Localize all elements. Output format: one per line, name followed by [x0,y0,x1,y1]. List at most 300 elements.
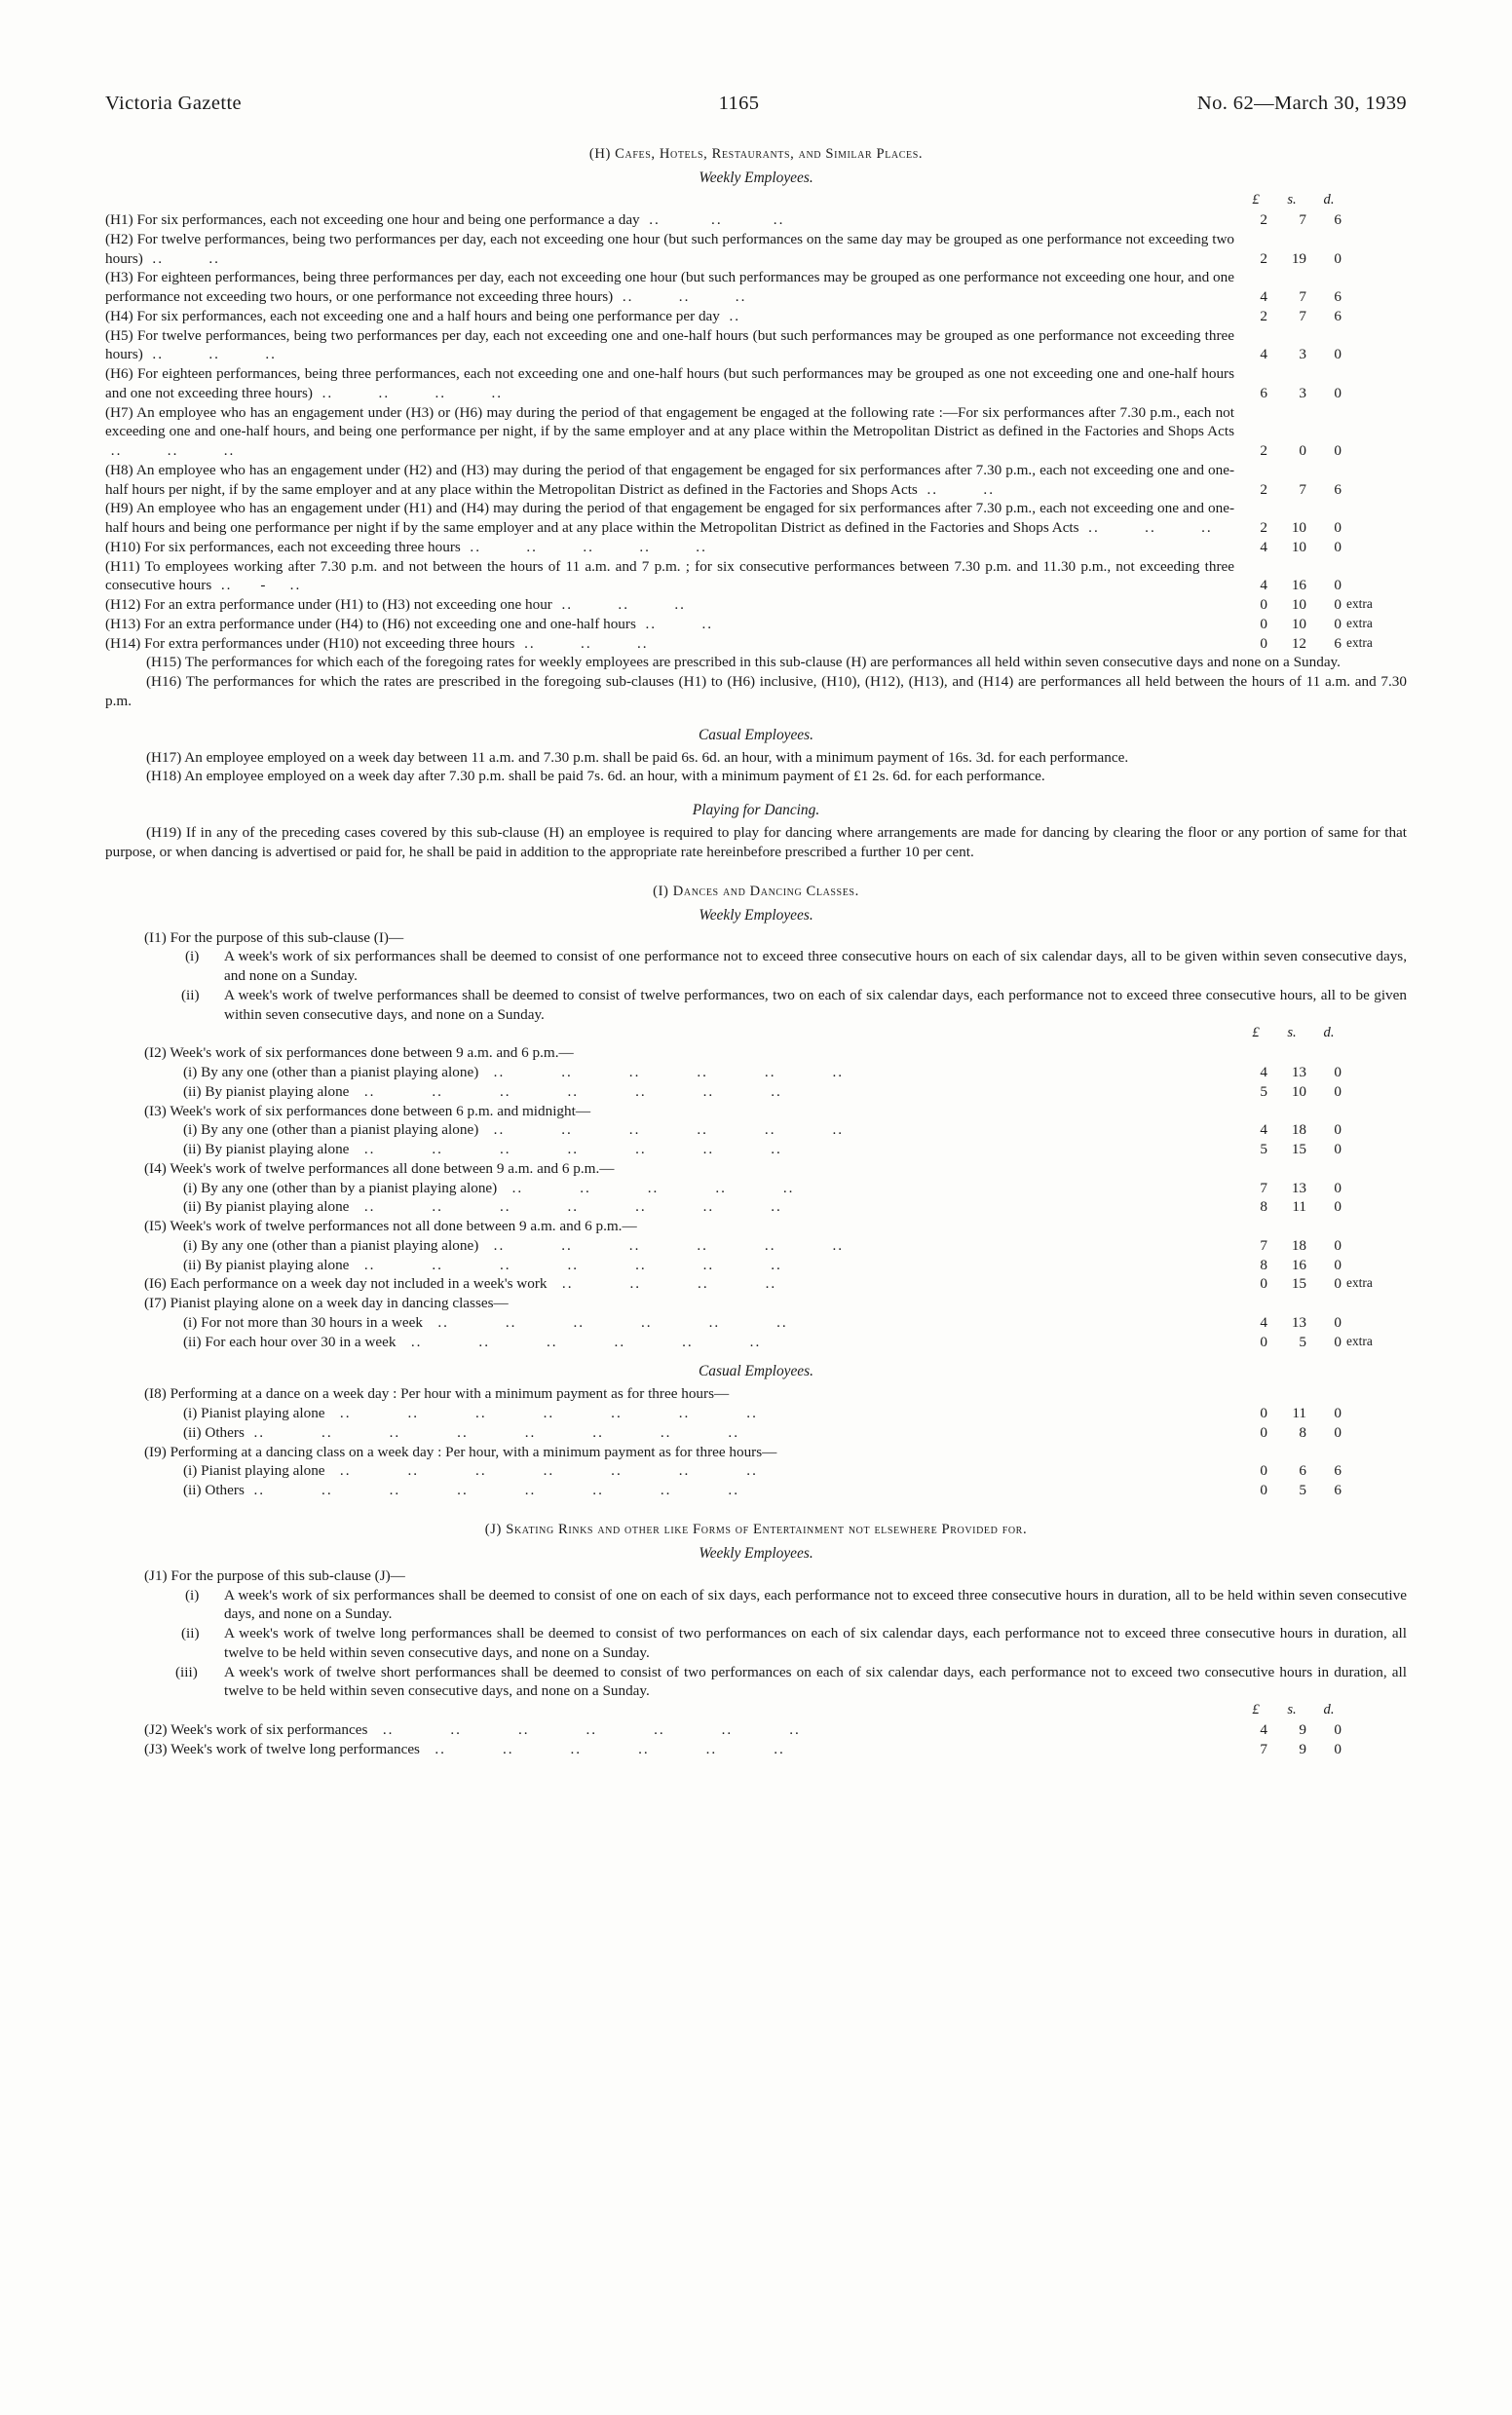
rate-shillings: 7 [1299,211,1306,228]
sub-text: For not more than 30 hours in a week [201,1313,423,1331]
col-pence: d. [1323,1702,1335,1718]
rate-shillings: 10 [1291,615,1306,632]
rate-row: (H8) An employee who has an engagement under (H2) and (H3) may during the period of that engagement be engaged for six performances after 7.30 p.m., each not exceeding one and one-half hours per night, if by the same employer and at any place within the Metropolitan District as defined in the Factories and Shops Acts .. .. 2 7 6 [105,461,1407,500]
col-pence: d. [1323,192,1335,208]
group-text: Week's work of twelve performances all done between 9 a.m. and 6 p.m.— [170,1159,615,1177]
rate-extra [1342,249,1407,269]
rate-extra [1342,1423,1407,1443]
rate-row: (H12) For an extra performance under (H1) to (H3) not exceeding one hour .. .. .. 0 10 0 extra [105,595,1407,615]
rate-ref: (H8) [105,461,133,478]
rate-ref: (I6) [144,1275,167,1293]
rate-pounds: 5 [1260,1141,1267,1158]
rate-extra [1342,1256,1407,1275]
rate-extra [1342,1120,1407,1140]
sub-ref: (i) [183,1236,198,1254]
rate-pounds: 4 [1260,1313,1267,1331]
rate-shillings: 19 [1291,249,1306,267]
rate-row: (J3) Week's work of twelve long performances .. .. .. .. .. .. 7 9 0 [105,1740,1407,1759]
sub-ref: (ii) [183,1482,202,1499]
i1-paragraph [105,928,1407,948]
group-text: Performing at a dance on a week day : Per hour with a minimum payment as for three hours— [170,1385,730,1403]
rate-text: For six performances, each not exceeding three hours [144,538,461,555]
rate-pounds: 4 [1260,577,1267,594]
sub-text: Pianist playing alone [201,1462,325,1480]
group-heading [105,1102,1407,1121]
rate-pence: 0 [1334,1064,1342,1081]
rate-pence: 0 [1334,1275,1342,1293]
rate-shillings: 10 [1291,1082,1306,1100]
rate-extra [1342,1082,1407,1102]
rate-row: (H13) For an extra performance under (H4) to (H6) not exceeding one and one-half hours .. .. 0 10 0 extra [105,615,1407,634]
rate-pence: 0 [1334,249,1342,267]
rate-pounds: 7 [1260,1740,1267,1757]
rate-row: (H6) For eighteen performances, being three performances, each not exceeding one and one-half hours (but such performances may be grouped as one not exceeding one and one-half hours and one not exceeding three hours) .. .. .. .. 6 3 0 [105,364,1407,403]
rate-pence: 0 [1334,384,1342,401]
rate-shillings: 15 [1291,1141,1306,1158]
rate-pounds: 0 [1260,1462,1267,1480]
rate-pence: 0 [1334,1179,1342,1196]
rate-shillings: 3 [1299,384,1306,401]
i1-sub-item [105,986,1407,1025]
rate-pounds: 4 [1260,1121,1267,1139]
rate-pounds: 2 [1260,249,1267,267]
group-ref: (I3) [144,1102,167,1119]
rate-text: Week's work of twelve long performances [170,1740,420,1757]
rate-pence: 0 [1334,596,1342,613]
sub-text: Pianist playing alone [201,1405,325,1422]
publication-title: Victoria Gazette [105,93,243,114]
rate-pence: 0 [1334,1256,1342,1273]
rate-row: (i) By any one (other than a pianist playing alone) .. .. .. .. .. .. 7 18 0 [105,1236,1407,1256]
rate-row: (H3) For eighteen performances, being three performances per day, each not exceeding one hour (but such performances may be grouped as one performance not exceeding one hour, and one performance not exceeding two hours, or one performance not exceeding three hours) .. .. .. 4 7 6 [105,268,1407,307]
rate-extra [1342,1404,1407,1423]
rate-ref: (H10) [105,538,141,555]
sub-text: Others [205,1482,245,1499]
rate-pounds: 4 [1260,288,1267,305]
col-pounds: £ [1252,192,1260,208]
dancing-paragraph [105,823,1407,862]
rate-text: For an extra performance under (H1) to (H3) not exceeding one hour [144,596,552,613]
rate-row: (H1) For six performances, each not exceeding one hour and being one performance a day .. .. .. 2 7 6 [105,210,1407,230]
j1-sub-item [105,1624,1407,1663]
rate-ref: (H11) [105,557,140,575]
casual-ref: (H18) [146,768,182,785]
rate-pounds: 0 [1260,1333,1267,1350]
rate-extra [1342,1197,1407,1217]
rate-extra: extra [1346,615,1373,630]
rate-text: For twelve performances, being two performances per day, each not exceeding one hour (but such performances on the same day may be grouped as one performance not exceeding two hours) [105,230,1235,267]
sub-ref: (i) [183,1405,198,1422]
clause-ref: (I1) [144,928,167,946]
rate-shillings: 10 [1291,538,1306,555]
rate-extra [1342,576,1407,595]
group-ref: (I7) [144,1295,167,1312]
rate-pence: 6 [1334,1482,1342,1499]
rate-pence: 0 [1334,615,1342,632]
rate-pounds: 0 [1260,1423,1267,1441]
rate-shillings: 13 [1291,1313,1306,1331]
sub-text: By pianist playing alone [205,1256,350,1273]
dancing-ref: (H19) [146,824,182,842]
sub-ref: (iii) [175,1663,198,1680]
rate-extra: extra [1346,596,1373,611]
rate-extra [1342,384,1407,403]
page-header [105,93,1407,115]
rate-shillings: 15 [1291,1275,1306,1293]
clause-text: For the purpose of this sub-clause (J)— [170,1566,405,1584]
section-h-dancing-heading: Playing for Dancing. [692,802,820,819]
rate-pounds: 6 [1260,384,1267,401]
rate-shillings: 6 [1299,1462,1306,1480]
group-text: Pianist playing alone on a week day in dancing classes— [170,1295,509,1312]
rate-extra [1342,1461,1407,1481]
sub-ref: (ii) [183,1198,202,1216]
rate-shillings: 18 [1291,1121,1306,1139]
rate-ref: (H1) [105,211,133,228]
section-i-casual-heading: Casual Employees. [699,1363,813,1380]
rate-pounds: 0 [1260,1275,1267,1293]
col-shillings: s. [1287,192,1297,208]
rate-pence: 6 [1334,307,1342,324]
clause-text: For the purpose of this sub-clause (I)— [170,928,404,946]
sub-text: By any one (other than a pianist playing alone) [201,1236,479,1254]
rate-pounds: 0 [1260,596,1267,613]
rate-extra: extra [1346,1333,1373,1348]
rate-pence: 0 [1334,1721,1342,1739]
rate-ref: (H14) [105,634,141,652]
note-text: The performances for which each of the foregoing rates for weekly employees are prescribed in this sub-clause (H) are performances all held within seven consecutive days and none on a Sunday. [184,654,1341,671]
rate-pounds: 8 [1260,1256,1267,1273]
rate-shillings: 0 [1299,442,1306,459]
rate-text: For an extra performance under (H4) to (H6) not exceeding one and one-half hours [144,615,636,632]
sub-text: By any one (other than a pianist playing alone) [201,1121,479,1139]
rate-row: (ii) By pianist playing alone .. .. .. .. .. .. .. 5 15 0 [105,1140,1407,1159]
sub-text: By any one (other than by a pianist playing alone) [201,1179,498,1196]
rate-text: An employee who has an engagement under (H1) and (H4) may during the period of that engagement be engaged for six performances after 7.30 p.m., each not exceeding one and one-half hours and being one performance per night if by the same employer and at any place within the Metropolitan District as defined in the Factories and Shops Acts [105,500,1235,536]
rate-pence: 6 [1334,634,1342,652]
group-text: Week's work of twelve performances not all done between 9 a.m. and 6 p.m.— [170,1218,637,1235]
group-ref: (I9) [144,1443,167,1460]
casual-paragraph [105,767,1407,786]
group-text: Week's work of six performances done between 6 p.m. and midnight— [170,1102,591,1119]
sub-ref: (i) [183,1064,198,1081]
rate-pence: 0 [1334,1198,1342,1216]
rate-pounds: 0 [1260,1482,1267,1499]
rate-pounds: 2 [1260,442,1267,459]
rate-text: For extra performances under (H10) not exceeding three hours [144,634,515,652]
group-text: Performing at a dancing class on a week day : Per hour, with a minimum payment as for three hours— [170,1443,777,1460]
rate-row: (H14) For extra performances under (H10) not exceeding three hours .. .. .. 0 12 6 extra [105,634,1407,654]
sub-text: By pianist playing alone [205,1141,350,1158]
rate-pounds: 5 [1260,1082,1267,1100]
sub-text: For each hour over 30 in a week [205,1333,397,1350]
rate-extra [1342,1481,1407,1500]
rate-row: (H9) An employee who has an engagement under (H1) and (H4) may during the period of that engagement be engaged for six performances after 7.30 p.m., each not exceeding one and one-half hours and being one performance per night if by the same employer and at any place within the Metropolitan District as defined in the Factories and Shops Acts .. .. .. 2 10 0 [105,499,1407,538]
rate-ref: (H4) [105,307,133,324]
rate-pence: 0 [1334,1423,1342,1441]
rate-extra [1342,1179,1407,1198]
sub-ref: (ii) [183,1082,202,1100]
group-heading [105,1443,1407,1462]
j1-sub-item [105,1663,1407,1702]
document-body [105,144,1407,1759]
note-ref: (H16) [146,673,182,690]
rate-shillings: 18 [1291,1236,1306,1254]
sub-ref: (i) [185,948,200,965]
rate-text: For six performances, each not exceeding one hour and being one performance a day [136,211,640,228]
rate-pounds: 4 [1260,538,1267,555]
rate-row: (ii) Others .. .. .. .. .. .. .. .. 0 8 0 [105,1423,1407,1443]
note-paragraph [105,672,1407,711]
rate-pence: 0 [1334,1740,1342,1757]
rate-row: (ii) By pianist playing alone .. .. .. .. .. .. .. 8 11 0 [105,1197,1407,1217]
rate-row: (J2) Week's work of six performances .. .. .. .. .. .. .. 4 9 0 [105,1720,1407,1740]
rate-pounds: 8 [1260,1198,1267,1216]
rate-row: (H10) For six performances, each not exceeding three hours .. .. .. .. .. 4 10 0 [105,538,1407,557]
rate-shillings: 12 [1291,634,1306,652]
sub-ref: (i) [183,1462,198,1480]
col-pounds: £ [1252,1702,1260,1718]
rate-extra [1342,538,1407,557]
rate-pounds: 2 [1260,480,1267,498]
money-column-header-h [105,191,1407,209]
rate-pounds: 0 [1260,1405,1267,1422]
rate-extra [1342,307,1407,326]
rate-shillings: 13 [1291,1064,1306,1081]
rate-row: (I6) Each performance on a week day not included in a week's work .. .. .. .. 0 15 0 extra [105,1274,1407,1294]
note-ref: (H15) [146,654,182,671]
group-ref: (I2) [144,1044,167,1062]
rate-extra [1342,1313,1407,1333]
rate-extra [1342,1236,1407,1256]
col-pence: d. [1323,1025,1335,1041]
col-shillings: s. [1287,1702,1297,1718]
rate-shillings: 3 [1299,346,1306,363]
rate-row: (i) By any one (other than a pianist playing alone) .. .. .. .. .. .. 4 18 0 [105,1120,1407,1140]
rate-shillings: 9 [1299,1740,1306,1757]
rate-row: (i) Pianist playing alone .. .. .. .. .. .. .. 0 6 6 [105,1461,1407,1481]
rate-shillings: 5 [1299,1333,1306,1350]
rate-shillings: 16 [1291,1256,1306,1273]
casual-ref: (H17) [146,748,182,766]
rate-ref: (H9) [105,500,133,517]
casual-text: An employee employed on a week day between 11 a.m. and 7.30 p.m. shall be paid 6s. 6d. an hour, with a minimum payment of 16s. 3d. for each performance. [184,748,1129,766]
rate-shillings: 11 [1292,1405,1306,1422]
rate-extra: extra [1346,1275,1373,1291]
note-paragraph [105,653,1407,672]
sub-text: Others [205,1423,245,1441]
clause-ref: (J1) [144,1566,168,1584]
rate-extra [1342,345,1407,364]
rate-shillings: 10 [1291,519,1306,536]
group-heading [105,1294,1407,1313]
rate-ref: (H2) [105,230,133,247]
section-j-heading: (J) Skating Rinks and other like Forms of Entertainment not elsewhere Provided for. [484,1521,1028,1537]
rate-pounds: 0 [1260,615,1267,632]
j1-sub-item [105,1586,1407,1625]
rate-pence: 0 [1334,538,1342,555]
rate-pence: 0 [1334,346,1342,363]
rate-row: (H11) To employees working after 7.30 p.m. and not between the hours of 11 a.m. and 7 p.m. ; for six consecutive performances between 7.30 p.m. and 11.30 p.m., not exceeding three consecutive hours .. - .. 4 16 0 [105,557,1407,596]
rate-ref: (J2) [144,1721,168,1739]
money-column-header-i [105,1024,1407,1042]
sub-text: A week's work of twelve performances shall be deemed to consist of twelve performances, two on each of six calendar days, each performance not to exceed three consecutive hours, all to be given within seven consecutive days, and none on a Sunday. [224,986,1407,1023]
rate-row: (ii) Others .. .. .. .. .. .. .. .. 0 5 6 [105,1481,1407,1500]
rate-pounds: 7 [1260,1179,1267,1196]
sub-ref: (ii) [183,1141,202,1158]
i1-sub-item [105,947,1407,986]
rate-extra [1342,1720,1407,1740]
rate-row: (H5) For twelve performances, being two performances per day, each not exceeding one and one-half hours (but such performances may be grouped as one performance not exceeding three hours) .. .. .. 4 3 0 [105,326,1407,365]
rate-ref: (H5) [105,326,133,344]
sub-ref: (i) [183,1179,198,1196]
rate-row: (ii) By pianist playing alone .. .. .. .. .. .. .. 5 10 0 [105,1082,1407,1102]
rate-text: For twelve performances, being two performances per day, each not exceeding one and one-half hours (but such performances may be grouped as one performance not exceeding three hours) [105,326,1235,363]
rate-ref: (H6) [105,365,133,382]
section-i-heading: (I) Dances and Dancing Classes. [653,883,859,899]
rate-row: (ii) By pianist playing alone .. .. .. .. .. .. .. 8 16 0 [105,1256,1407,1275]
rate-ref: (H3) [105,269,133,286]
rate-pounds: 7 [1260,1236,1267,1254]
rate-row: (H7) An employee who has an engagement under (H3) or (H6) may during the period of that engagement be engaged at the following rate :—For six performances after 7.30 p.m., each not exceeding one and one-half hours, and being one performance per night, if by the same employer and at any place within the Metropolitan District as defined in the Factories and Shops Acts .. .. .. 2 0 0 [105,403,1407,461]
col-pounds: £ [1252,1025,1260,1041]
col-shillings: s. [1287,1025,1297,1041]
rate-pence: 6 [1334,480,1342,498]
rate-pence: 0 [1334,442,1342,459]
group-heading [105,1159,1407,1179]
sub-ref: (i) [183,1313,198,1331]
rate-shillings: 7 [1299,307,1306,324]
casual-paragraph [105,748,1407,768]
rate-extra [1342,1740,1407,1759]
rate-shillings: 11 [1292,1198,1306,1216]
sub-ref: (ii) [181,1625,200,1642]
group-text: Week's work of six performances done between 9 a.m. and 6 p.m.— [170,1044,574,1062]
rate-row: (i) By any one (other than by a pianist playing alone) .. .. .. .. .. 7 13 0 [105,1179,1407,1198]
rate-row: (ii) For each hour over 30 in a week .. .. .. .. .. .. 0 5 0 extra [105,1333,1407,1352]
group-ref: (I8) [144,1385,167,1403]
sub-ref: (i) [185,1586,200,1604]
rate-extra [1342,287,1407,307]
section-h-weekly-heading: Weekly Employees. [699,170,813,187]
rate-pence: 0 [1334,1236,1342,1254]
dancing-text: If in any of the preceding cases covered by this sub-clause (H) an employee is required to play for dancing where arrangements are made for dancing by clearing the floor or any portion of same for that purpose, or when dancing is advertised or paid for, he shall be paid in addition to the appropriate rate hereinbefore prescribed a further 10 per cent. [105,824,1407,860]
sub-text: A week's work of twelve short performances shall be deemed to consist of two performances on each of six calendar days, each performance not to exceed two consecutive hours in duration, all twelve to be held within seven consecutive days, and none on a Sunday. [224,1663,1407,1700]
rate-pence: 0 [1334,1333,1342,1350]
rate-pence: 0 [1334,577,1342,594]
section-h-heading: (H) Cafes, Hotels, Restaurants, and Similar Places. [588,146,924,162]
group-heading [105,1384,1407,1404]
section-j-weekly-heading: Weekly Employees. [699,1544,813,1562]
sub-text: A week's work of six performances shall be deemed to consist of one on each of six days, each performance not to exceed three consecutive hours in duration, all to be held within seven consecutive days, and none on a Sunday. [224,1586,1407,1623]
sub-ref: (ii) [181,986,200,1003]
rate-extra [1342,1063,1407,1082]
sub-ref: (ii) [183,1423,202,1441]
rate-shillings: 8 [1299,1423,1306,1441]
section-h-casual-heading: Casual Employees. [699,726,813,743]
rate-pounds: 4 [1260,1721,1267,1739]
sub-text: By pianist playing alone [205,1198,350,1216]
rate-pounds: 0 [1260,634,1267,652]
rate-pounds: 2 [1260,519,1267,536]
rate-shillings: 10 [1291,596,1306,613]
sub-text: By pianist playing alone [205,1082,350,1100]
rate-text: An employee who has an engagement under (H3) or (H6) may during the period of that engagement be engaged at the following rate :—For six performances after 7.30 p.m., each not exceeding one and one-half hours, and being one performance per night, if by the same employer and at any place within the Metropolitan District as defined in the Factories and Shops Acts [105,403,1234,440]
rate-text: To employees working after 7.30 p.m. and not between the hours of 11 a.m. and 7 p.m. ; for six consecutive performances between 7.30 p.m. and 11.30 p.m., not exceeding three consecutive hours [105,557,1235,594]
rate-pounds: 4 [1260,1064,1267,1081]
page-number: 1165 [718,93,760,114]
rate-extra [1342,210,1407,230]
rate-pence: 6 [1334,211,1342,228]
rate-pence: 0 [1334,1313,1342,1331]
rate-text: Each performance on a week day not included in a week's work [170,1275,548,1293]
j1-paragraph [105,1566,1407,1586]
group-ref: (I5) [144,1218,167,1235]
group-heading [105,1043,1407,1063]
rate-text: Week's work of six performances [170,1721,368,1739]
rate-pence: 0 [1334,1121,1342,1139]
rate-pounds: 2 [1260,307,1267,324]
sub-ref: (i) [183,1121,198,1139]
rate-row: (H2) For twelve performances, being two performances per day, each not exceeding one hour (but such performances on the same day may be grouped as one performance not exceeding two hours) .. .. 2 19 0 [105,230,1407,269]
rate-text: For six performances, each not exceeding one and a half hours and being one performance per day [136,307,720,324]
rate-ref: (J3) [144,1740,168,1757]
rate-ref: (H7) [105,403,133,421]
rate-shillings: 13 [1291,1179,1306,1196]
rate-shillings: 5 [1299,1482,1306,1499]
rate-ref: (H13) [105,615,141,632]
rate-extra [1342,441,1407,461]
group-ref: (I4) [144,1159,167,1177]
rate-ref: (H12) [105,596,141,613]
rate-extra [1342,518,1407,538]
rate-pounds: 4 [1260,346,1267,363]
rate-text: An employee who has an engagement under (H2) and (H3) may during the period of that engagement be engaged for six performances after 7.30 p.m., each not exceeding one and one-half hours per night, if by the same employer and at any place within the Metropolitan District as defined in the Factories and Shops Acts [105,461,1235,498]
rate-shillings: 16 [1291,577,1306,594]
rate-extra [1342,480,1407,500]
rate-row: (i) By any one (other than a pianist playing alone) .. .. .. .. .. .. 4 13 0 [105,1063,1407,1082]
rate-shillings: 7 [1299,480,1306,498]
rate-pence: 6 [1334,1462,1342,1480]
rate-pence: 0 [1334,1082,1342,1100]
rate-pounds: 2 [1260,211,1267,228]
rate-shillings: 7 [1299,288,1306,305]
sub-text: A week's work of twelve long performances shall be deemed to consist of two performances on each of six calendar days, each performance not to exceed three consecutive hours in duration, all twelve to be held within seven consecutive days, and none on a Sunday. [224,1625,1407,1661]
sub-text: By any one (other than a pianist playing alone) [201,1064,479,1081]
rate-extra: extra [1346,634,1373,650]
rate-text: For eighteen performances, being three performances per day, each not exceeding one hour (but such performances may be grouped as one performance not exceeding one hour, and one performance not exceeding two hours, or one performance not exceeding three hours) [105,269,1234,305]
rate-pence: 0 [1334,1405,1342,1422]
issue-reference: No. 62—March 30, 1939 [1196,93,1407,114]
rate-row: (i) Pianist playing alone .. .. .. .. .. .. .. 0 11 0 [105,1404,1407,1423]
rate-row: (H4) For six performances, each not exceeding one and a half hours and being one performance per day .. 2 7 6 [105,307,1407,326]
sub-text: A week's work of six performances shall be deemed to consist of one performance not to exceed three consecutive hours on each of six calendar days, all to be given within seven consecutive days, and none on a Sunday. [224,948,1407,985]
rate-pence: 0 [1334,1141,1342,1158]
note-text: The performances for which the rates are prescribed in the foregoing sub-clauses (H1) to (H6) inclusive, (H10), (H12), (H13), and (H14) are performances all held between the hours of 11 a.m. and 7.30 p.m. [105,673,1407,709]
rate-shillings: 9 [1299,1721,1306,1739]
section-i-weekly-heading: Weekly Employees. [699,906,813,924]
money-column-header-j [105,1701,1407,1719]
casual-text: An employee employed on a week day after 7.30 p.m. shall be paid 7s. 6d. an hour, with a minimum payment of £1 2s. 6d. for each performance. [184,768,1045,785]
rate-text: For eighteen performances, being three performances, each not exceeding one and one-half hours (but such performances may be grouped as one not exceeding one and one-half hours and one not exceeding three hours) [105,365,1234,401]
sub-ref: (ii) [183,1256,202,1273]
rate-pence: 0 [1334,519,1342,536]
sub-ref: (ii) [183,1333,202,1350]
rate-row: (i) For not more than 30 hours in a week .. .. .. .. .. .. 4 13 0 [105,1313,1407,1333]
rate-extra [1342,1140,1407,1159]
group-heading [105,1217,1407,1236]
rate-pence: 6 [1334,288,1342,305]
